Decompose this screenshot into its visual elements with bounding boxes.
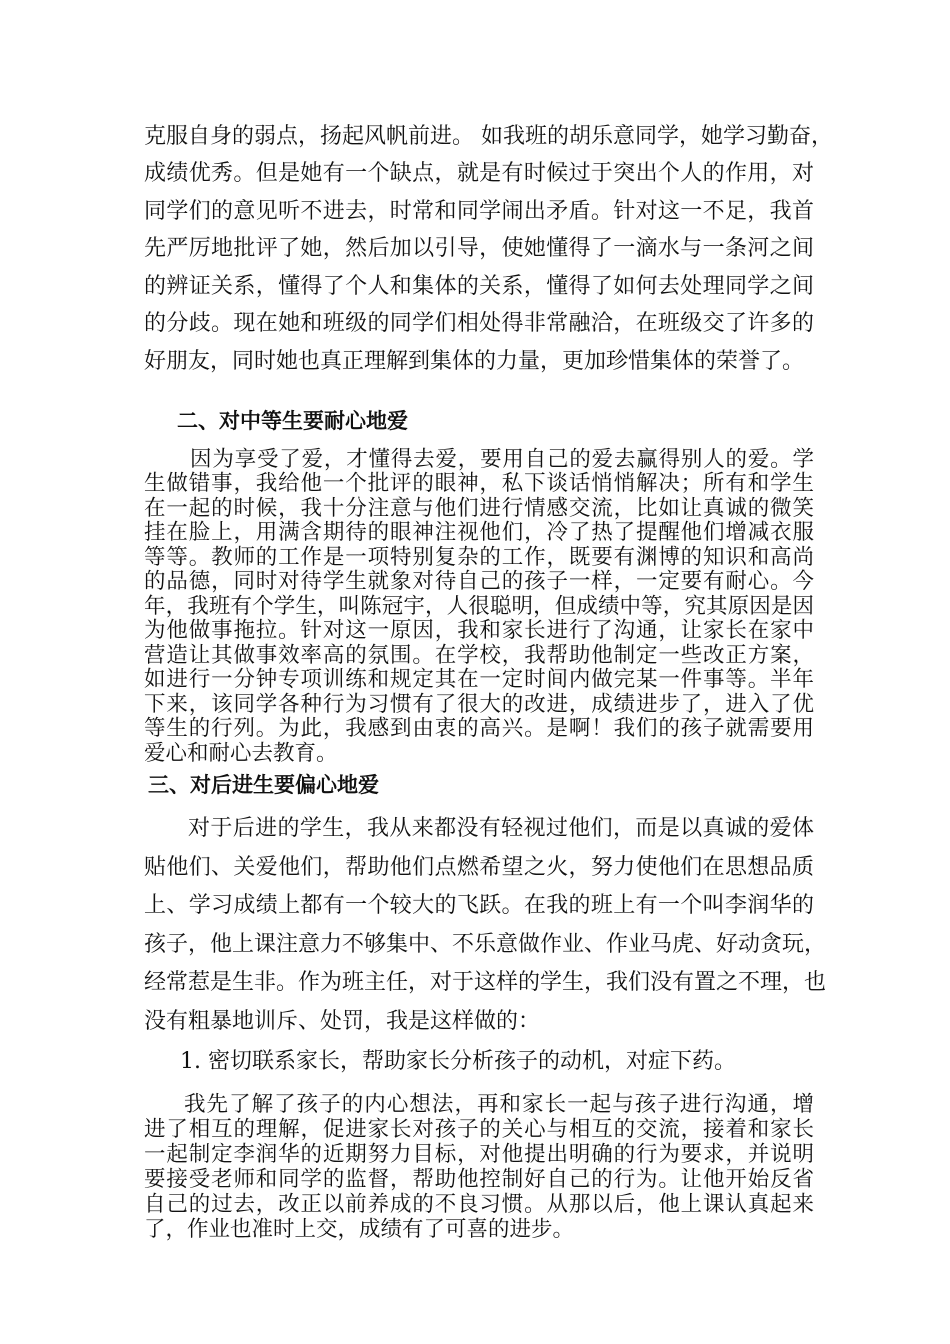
paragraph-line: 经常惹是生非。作为班主任，对于这样的学生，我们没有置之不理，也 (144, 970, 827, 995)
paragraph-line: 贴他们、关爱他们，帮助他们点燃希望之火，努力使他们在思想品质 (144, 855, 814, 880)
paragraph-line: 下来，该同学各种行为习惯有了很大的改进，成绩进步了，进入了优 (144, 692, 814, 717)
paragraph-line: 年，我班有个学生，叫陈冠宇，人很聪明，但成绩中等，究其原因是因 (144, 594, 814, 619)
paragraph-line: 了，作业也准时上交，成绩有了可喜的进步。 (144, 1217, 575, 1242)
section2-heading: 二、对中等生要耐心地爱 (177, 409, 408, 433)
paragraph-line: 挂在脸上，用满含期待的眼神注视他们，冷了热了提醒他们增减衣服 (144, 520, 814, 545)
paragraph-line: 的分歧。现在她和班级的同学们相处得非常融洽，在班级交了许多的 (144, 311, 814, 336)
paragraph-line: 因为享受了爱，才懂得去爱，要用自己的爱去赢得别人的爱。学 (190, 447, 814, 472)
paragraph-line: 爱心和耐心去教育。 (144, 741, 338, 766)
paragraph-line: 的辨证关系，懂得了个人和集体的关系，懂得了如何去处理同学之间 (144, 274, 814, 299)
paragraph-line: 孩子，他上课注意力不够集中、不乐意做作业、作业马虎、好动贪玩， (144, 932, 827, 957)
paragraph-line: 好朋友，同时她也真正理解到集体的力量，更加珍惜集体的荣誉了。 (144, 349, 805, 374)
paragraph-line: 一起制定李润华的近期努力目标，对他提出明确的行为要求，并说明 (144, 1142, 814, 1167)
paragraph-line: 上、学习成绩上都有一个较大的飞跃。在我的班上有一个叫李润华的 (144, 893, 814, 918)
paragraph-line: 我先了解了孩子的内心想法，再和家长一起与孩子进行沟通，增 (184, 1092, 814, 1117)
paragraph-line: 要接受老师和同学的监督，帮助他控制好自己的行为。让他开始反省 (144, 1167, 814, 1192)
paragraph-line: 同学们的意见听不进去，时常和同学闹出矛盾。针对这一不足，我首 (144, 199, 814, 224)
paragraph-line: 等等。教师的工作是一项特别复杂的工作，既要有渊博的知识和高尚 (144, 545, 814, 570)
numbered-item-1: 1. 密切联系家长，帮助家长分析孩子的动机，对症下药。 (180, 1049, 736, 1074)
paragraph-line: 的品德，同时对待学生就象对待自己的孩子一样，一定要有耐心。今 (144, 569, 814, 594)
paragraph-line: 对于后进的学生，我从来都没有轻视过他们，而是以真诚的爱体 (188, 816, 814, 841)
paragraph-line: 克服自身的弱点，扬起风帆前进。 如我班的胡乐意同学，她学习勤奋， (144, 124, 833, 149)
paragraph-line: 营造让其做事效率高的氛围。在学校，我帮助他制定一些改正方案， (144, 643, 814, 668)
paragraph-line: 等生的行列。为此，我感到由衷的高兴。是啊！我们的孩子就需要用 (144, 716, 814, 741)
paragraph-line: 没有粗暴地训斥、处罚，我是这样做的： (144, 1009, 541, 1034)
paragraph-line: 自己的过去，改正以前养成的不良习惯。从那以后，他上课认真起来 (144, 1192, 814, 1217)
paragraph-line: 为他做事拖拉。针对这一原因，我和家长进行了沟通，让家长在家中 (144, 618, 814, 643)
paragraph-line: 在一起的时候，我十分注意与他们进行情感交流，比如让真诚的微笑 (144, 496, 814, 521)
section3-heading: 三、对后进生要偏心地爱 (148, 773, 379, 797)
paragraph-line: 先严厉地批评了她，然后加以引导，使她懂得了一滴水与一条河之间 (144, 236, 814, 261)
paragraph-line: 进了相互的理解，促进家长对孩子的关心与相互的交流，接着和家长 (144, 1117, 814, 1142)
paragraph-line: 如进行一分钟专项训练和规定其在一定时间内做完某一件事等。半年 (144, 667, 814, 692)
paragraph-line: 生做错事，我给他一个批评的眼神，私下谈话悄悄解决；所有和学生 (144, 471, 814, 496)
paragraph-line: 成绩优秀。但是她有一个缺点，就是有时候过于突出个人的作用，对 (144, 161, 814, 186)
